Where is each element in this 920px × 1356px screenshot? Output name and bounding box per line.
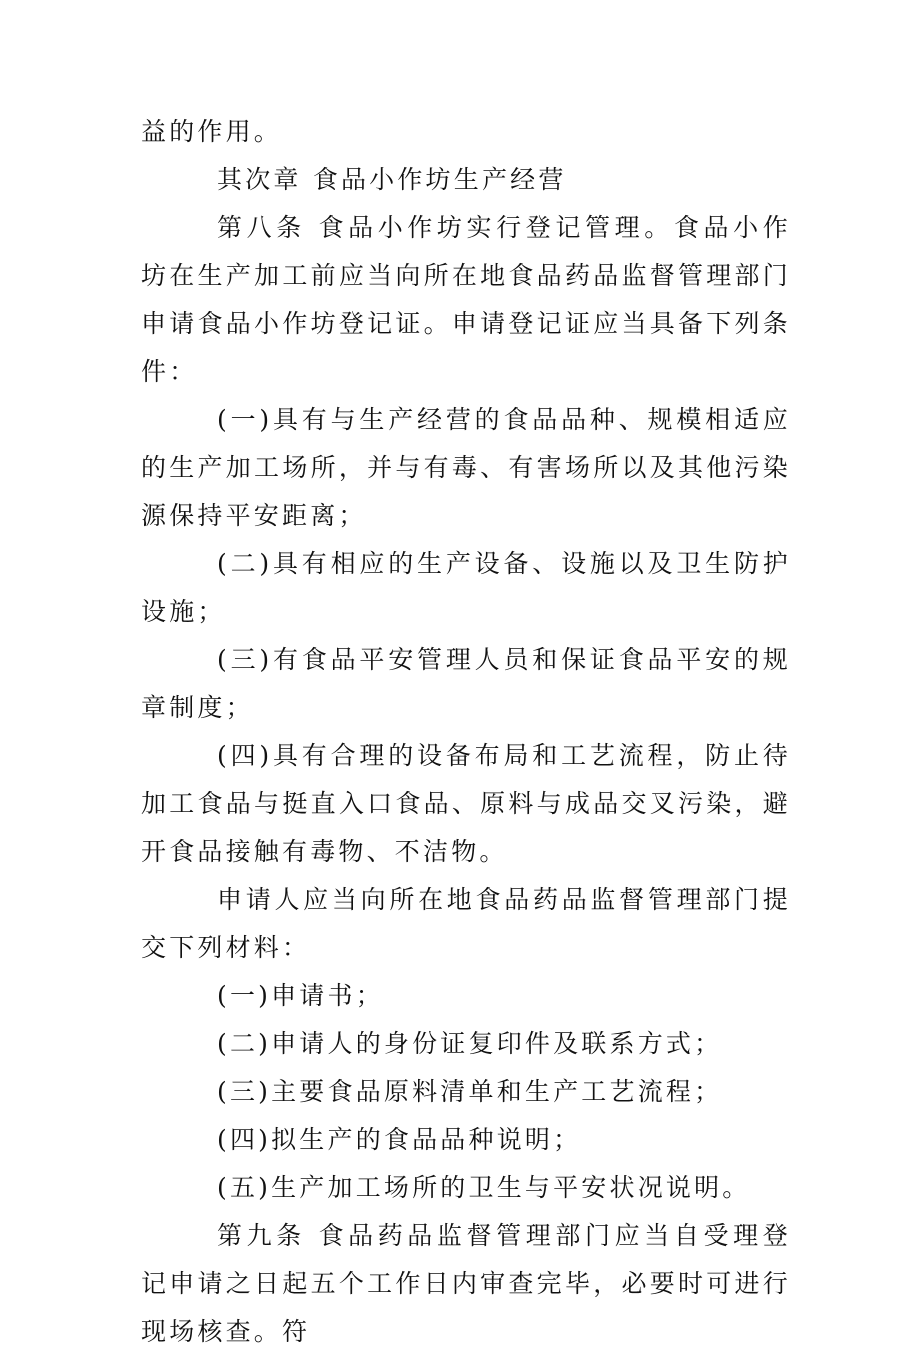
condition-4: (四)具有合理的设备布局和工艺流程，防止待加工食品与挺直入口食品、原料与成品交叉污染，避开食品接触有毒物、不洁物。 [141, 741, 791, 866]
article-8: 第八条 食品小作坊实行登记管理。食品小作坊在生产加工前应当向所在地食品药品监督管理部门申请食品小作坊登记证。申请登记证应当具备下列条件： [141, 213, 791, 386]
material-1: (一)申请书； [217, 981, 384, 1010]
paragraph-continuation: 益的作用。 [141, 117, 283, 146]
material-3: (三)主要食品原料清单和生产工艺流程； [217, 1077, 723, 1106]
article-9: 第九条 食品药品监督管理部门应当自受理登记申请之日起五个工作日内审查完毕，必要时可进行现场核查。符 [141, 1221, 791, 1346]
chapter-heading: 其次章 食品小作坊生产经营 [217, 165, 567, 194]
condition-2: (二)具有相应的生产设备、设施以及卫生防护设施； [141, 549, 791, 626]
document-body [141, 108, 791, 1356]
material-4: (四)拟生产的食品品种说明； [217, 1125, 582, 1154]
material-2: (二)申请人的身份证复印件及联系方式； [217, 1029, 723, 1058]
materials-intro: 申请人应当向所在地食品药品监督管理部门提交下列材料： [141, 885, 791, 962]
material-5: (五)生产加工场所的卫生与平安状况说明。 [217, 1173, 751, 1202]
condition-3: (三)有食品平安管理人员和保证食品平安的规章制度； [141, 645, 791, 722]
condition-1: (一)具有与生产经营的食品品种、规模相适应的生产加工场所，并与有毒、有害场所以及其他污染源保持平安距离； [141, 405, 791, 530]
